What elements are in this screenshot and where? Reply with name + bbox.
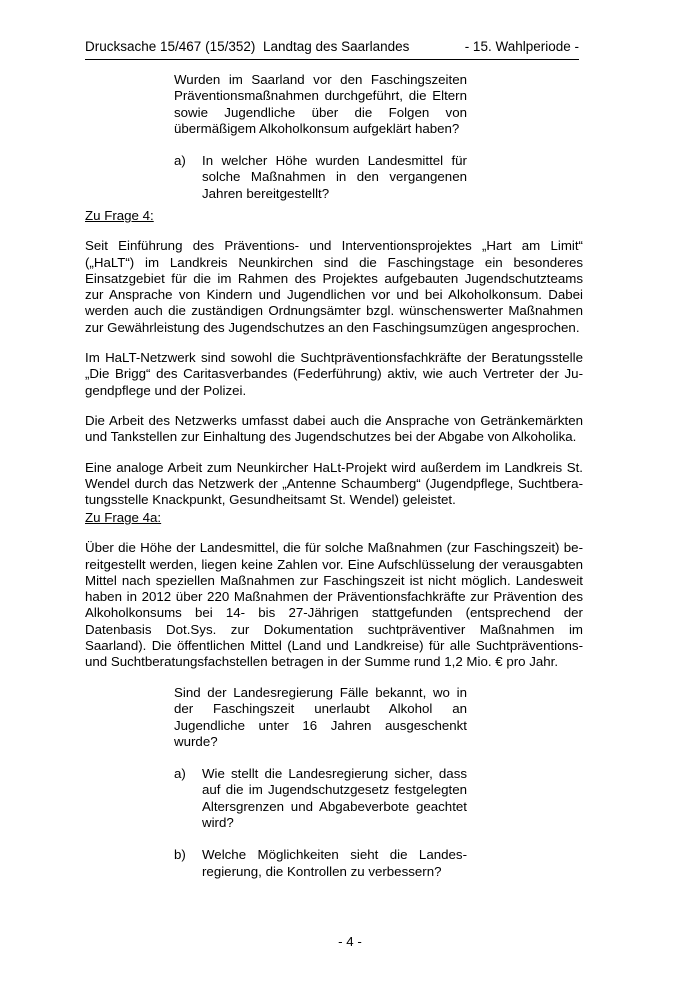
question-5a-text: Wie stellt die Landesregierung sicher, dass auf die im Jugendschutzgesetz festgelegten Altersgrenzen und Abgabeverbote geachtet wird? (202, 766, 467, 831)
list-label: a) (174, 766, 186, 782)
parliament-name: Landtag des Saarlandes (263, 39, 410, 54)
question-4a (174, 153, 467, 202)
question-4 (174, 72, 467, 202)
question-5-text: Sind der Landesregierung Fälle bekannt, wo in der Faschingszeit unerlaubt Alkohol an Jugendliche unter 16 Jahren ausgeschenkt wurde? (174, 685, 467, 749)
question-5b (174, 847, 467, 880)
document-number: Drucksache 15/467 (15/352) (85, 39, 256, 54)
question-5b-text: Welche Möglichkeiten sieht die Landesregierung, die Kontrollen zu verbessern? (202, 847, 467, 879)
question-4-text: Wurden im Saarland vor den Faschingszeiten Präventionsmaßnahmen durchgeführt, die Eltern sowie Jugendliche über die Folgen von übermäßigem Alkoholkonsum aufgeklärt haben? (174, 72, 467, 136)
answer-4-paragraph: Seit Einführung des Präventions- und Interventionsprojektes „Hart am Limit“ („HaLT“) im Landkreis Neunkirchen sind die Faschingstage ein besonderes Einsatzgebiet für die im Rahmen des Projektes aufgebauten Jugendschutzteams zur Ansprache von Kindern und Jugendlichen vor und bei Alkoholkonsum. Dabei werden auch die zuständigen Ordnungsämter bzgl. wünschenswerter Maßnahmen zur Gewährleistung des Jugendschutzes an den Faschingsumzügen angesprochen. (85, 238, 583, 335)
answer-4-paragraph: Die Arbeit des Netzwerks umfasst dabei auch die Ansprache von Getränkemärkten und Tankstellen zur Einhaltung des Jugendschutzes bei der Abgabe von Alkoholika. (85, 412, 583, 445)
question-5a (174, 766, 467, 831)
list-label: b) (174, 847, 186, 863)
question-5 (174, 685, 467, 880)
page-number: - 4 - (338, 934, 362, 949)
answer-4a (85, 510, 583, 671)
answer-4a-heading: Zu Frage 4a: (85, 510, 162, 525)
question-4a-text: In welcher Höhe wurden Landesmittel für solche Maßnahmen in den vergangenen Jahren bereitgestellt? (202, 153, 467, 201)
answer-4-paragraph: Im HaLT-Netzwerk sind sowohl die Suchtpräventionsfachkräfte der Beratungsstelle „Die Brigg“ des Caritasverbandes (Federführung) aktiv, wie auch Vertreter der Jugendpflege und der Polizei. (85, 350, 583, 398)
legislative-period: - 15. Wahlperiode - (464, 39, 579, 54)
answer-4 (85, 208, 583, 508)
list-label: a) (174, 153, 186, 169)
answer-4a-paragraph: Über die Höhe der Landesmittel, die für solche Maßnahmen (zur Faschingszeit) bereitgestellt werden, liegen keine Zahlen vor. Eine Aufschlüsselung der verausgabten Mittel nach speziellen Maßnahmen zur Faschingszeit ist nicht möglich. Landesweit haben in 2012 über 220 Maßnahmen der Präventionsfachkräfte zur Prävention des Alkoholkonsums bei 14- bis 27-Jährigen stattgefunden (entsprechend der Datenbasis Dot.Sys. zur Dokumentation suchtpräventiver Maßnahmen im Saarland). Die öffentlichen Mittel (Land und Landkreise) für alle Suchtpräventions- und Suchtberatungsfachstellen betragen in der Summe rund 1,2 Mio. € pro Jahr. (85, 540, 583, 670)
answer-4-heading: Zu Frage 4: (85, 208, 154, 223)
page-header (85, 39, 579, 60)
answer-4-paragraph: Eine analoge Arbeit zum Neunkircher HaLt-Projekt wird außerdem im Landkreis St. Wendel durch das Netzwerk der „Antenne Schaumberg“ (Jugendpflege, Suchtberatungsstelle Knackpunkt, Gesundheitsamt St. Wendel) geleistet. (85, 459, 583, 508)
